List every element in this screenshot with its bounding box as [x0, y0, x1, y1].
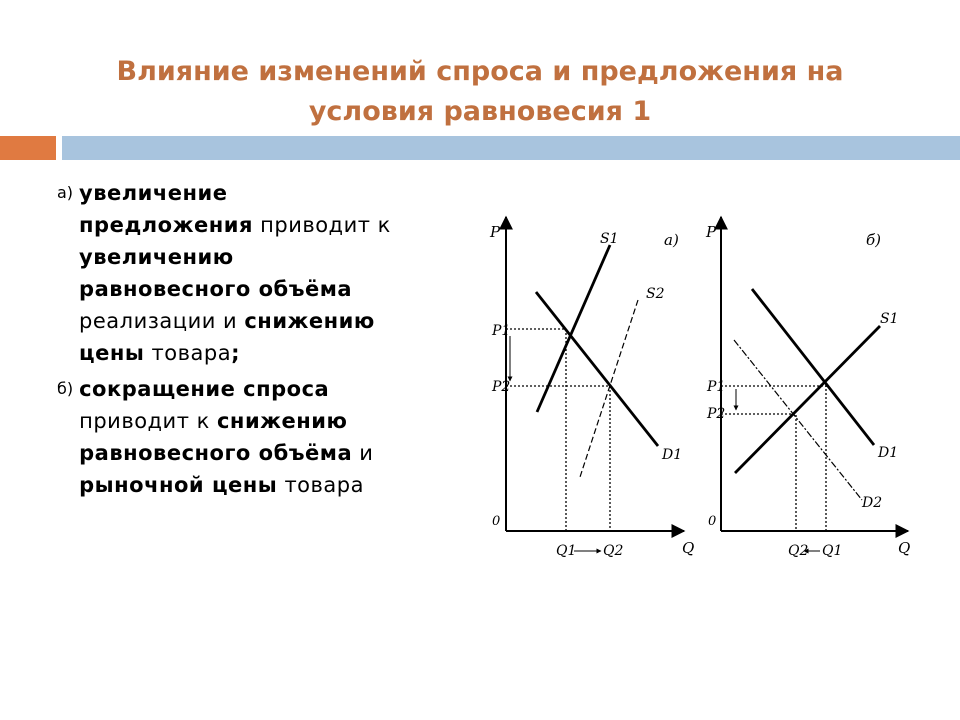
panel-b-label: б) [866, 231, 882, 249]
title-line-2: условия равновесия 1 [308, 96, 652, 127]
paragraph-b-marker: б) [57, 379, 74, 398]
supply-demand-diagrams [470, 195, 920, 580]
panel-b [705, 217, 910, 559]
panel-b-s1-label: S1 [880, 311, 899, 327]
goods-word: товара [144, 341, 232, 365]
panel-a-y-axis-label: P [490, 223, 501, 241]
volume-increase-phrase: увеличению равновесного объёма [79, 245, 353, 301]
panel-a-p1-label: P1 [492, 323, 511, 339]
slide-title [60, 52, 900, 132]
title-accent-bar-orange [0, 136, 56, 160]
panel-b-q2-label: Q2 [788, 543, 809, 559]
panel-a-guide-p2-q2 [506, 386, 610, 531]
title-line-1: Влияние изменений спроса и предложения на [116, 56, 844, 87]
leads-to-phrase: приводит к [79, 409, 217, 433]
paragraph-a-marker: а) [57, 183, 74, 202]
panel-a-x-axis-label: Q [682, 539, 695, 557]
panel-b-guide-p2-q2 [721, 414, 796, 531]
semicolon: ; [231, 341, 240, 365]
price-decrease-phrase: снижению цены [79, 309, 375, 365]
panel-b-d1-label: D1 [878, 445, 899, 461]
paragraph-b [57, 373, 407, 501]
paragraph-a-text [79, 177, 407, 369]
panel-b-q1-label: Q1 [822, 543, 843, 559]
panel-a-supply-curve-s2 [580, 300, 638, 477]
volume-decrease-phrase: снижению равновесного объёма [79, 409, 353, 465]
panel-a-q1-label: Q1 [556, 543, 577, 559]
panel-b-p2-label: P2 [707, 406, 726, 422]
panel-b-origin-label: 0 [708, 514, 717, 529]
paragraph-a [57, 177, 407, 369]
supply-increase-phrase: увеличение предложения [79, 181, 253, 237]
panel-b-demand-curve-d1 [752, 289, 874, 445]
panel-b-y-axis-label: P [706, 223, 717, 241]
panel-a-q2-label: Q2 [603, 543, 624, 559]
panel-a-guide-p1-q1 [506, 329, 566, 531]
body-text [57, 177, 407, 501]
leads-to-phrase: приводит к [252, 213, 391, 237]
panel-b-d2-label: D2 [862, 495, 883, 511]
panel-b-supply-curve-s1 [735, 326, 880, 473]
demand-decrease-phrase: сокращение спроса [79, 377, 330, 401]
panel-a-d1-label: D1 [662, 447, 683, 463]
panel-a-p2-label: P2 [492, 379, 511, 395]
panel-b-x-axis-label: Q [898, 539, 911, 557]
title-accent-bar-blue [62, 136, 960, 160]
sales-and-phrase: реализации и [79, 309, 245, 333]
panel-a-s1-label: S1 [600, 231, 619, 247]
panel-a-s2-label: S2 [646, 286, 665, 302]
market-price-phrase: рыночной цены [79, 473, 278, 497]
and-word: и [352, 441, 374, 465]
paragraph-b-text [79, 373, 407, 501]
panel-a-label: а) [664, 231, 679, 249]
panel-b-p1-label: P1 [707, 379, 726, 395]
panel-a [489, 217, 694, 559]
panel-b-guide-p1-q1 [721, 386, 826, 531]
panel-a-origin-label: 0 [492, 514, 501, 529]
goods-word: товара [277, 473, 364, 497]
